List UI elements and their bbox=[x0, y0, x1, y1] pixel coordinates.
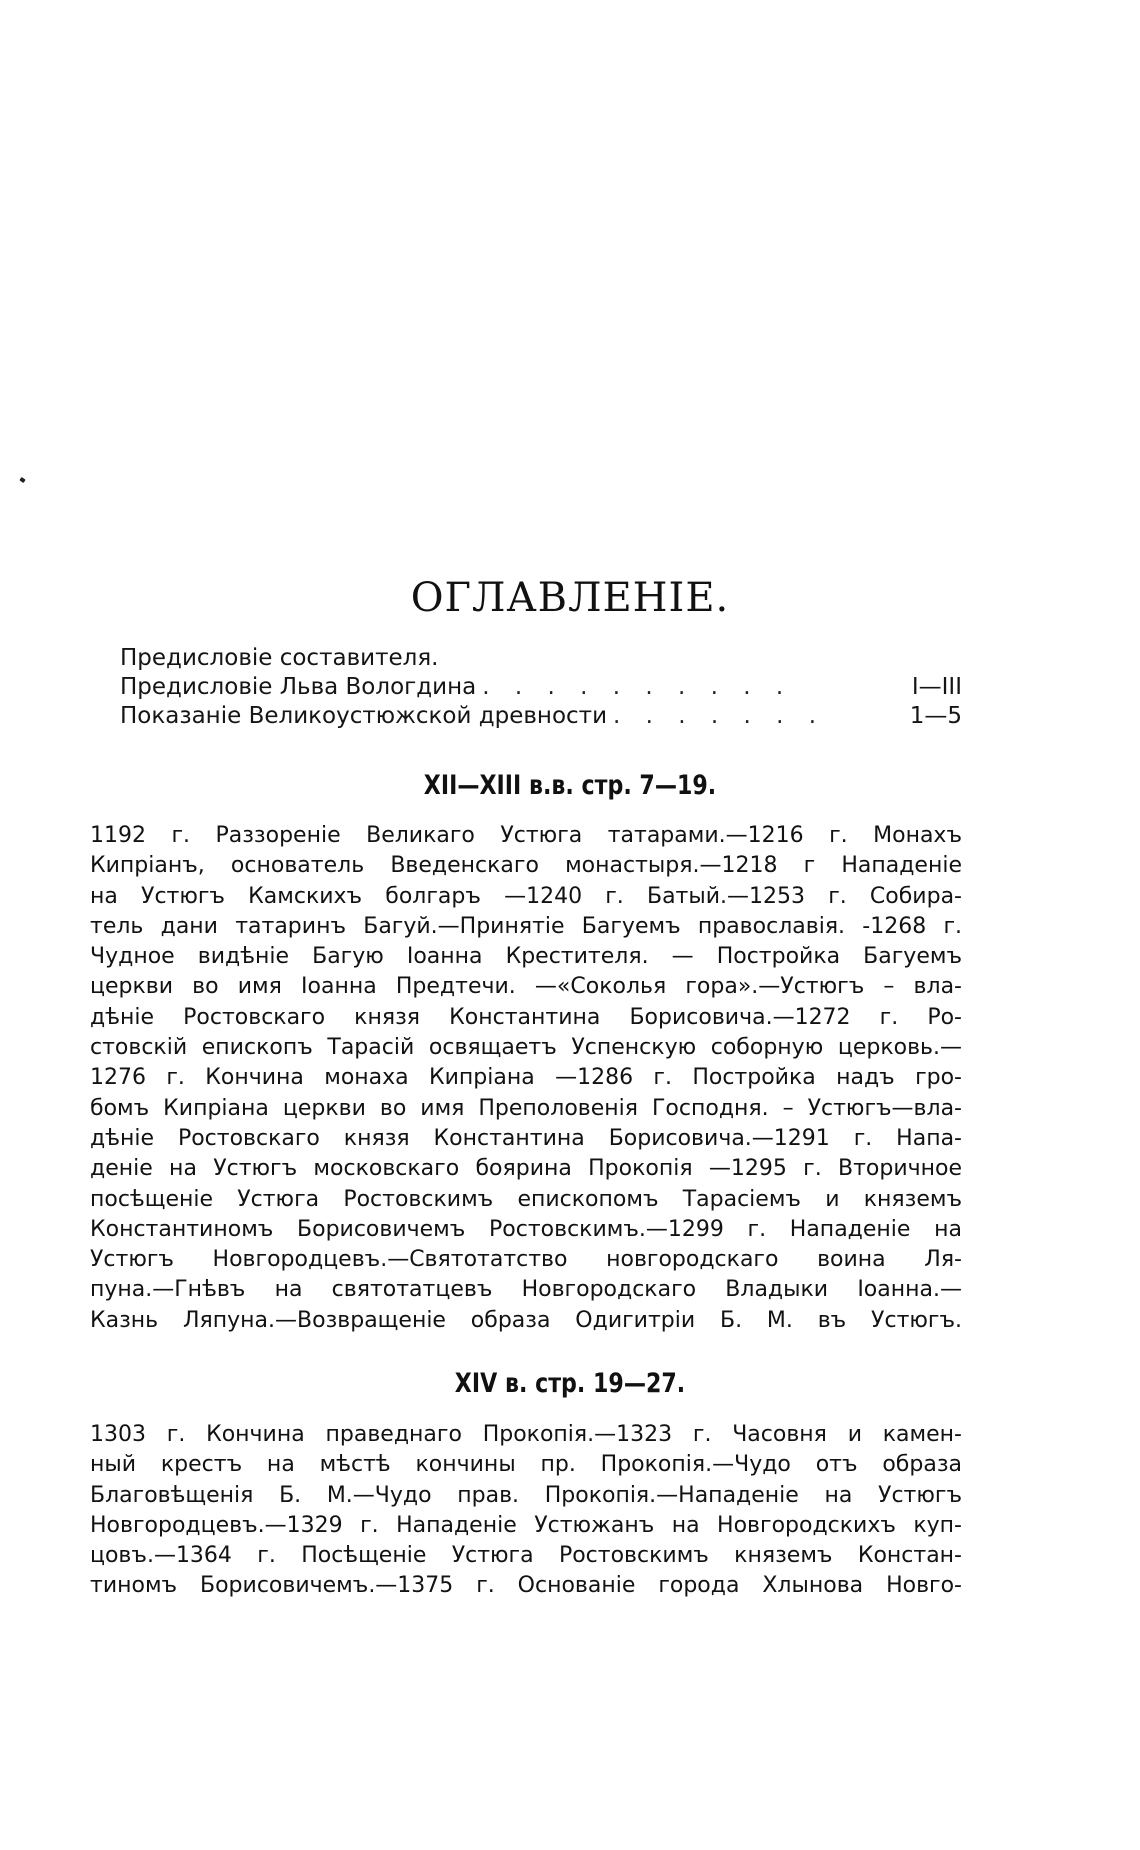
text-line: Казнь Ляпуна.—Возвращеніе образа Одигитріи Б. М. въ Устюгъ. bbox=[90, 1307, 962, 1333]
text-line: посѣщеніе Устюга Ростовскимъ епископомъ Тарасіемъ и княземъ bbox=[90, 1186, 962, 1212]
toc-entry bbox=[120, 703, 962, 732]
toc-entry bbox=[120, 674, 962, 703]
toc-list bbox=[120, 645, 962, 732]
text-line: стовскій епископъ Тарасій освящаетъ Успенскую соборную церковь.— bbox=[90, 1035, 962, 1061]
text-line: дѣніе Ростовскаго князя Константина Борисовича.—1291 г. Напа- bbox=[90, 1125, 962, 1151]
toc-entry-label: Показаніе Великоустюжской древности bbox=[120, 703, 608, 729]
ink-speck bbox=[19, 477, 25, 483]
text-line: тиномъ Борисовичемъ.—1375 г. Основаніе города Хлынова Новго- bbox=[90, 1573, 962, 1599]
text-line: Константиномъ Борисовичемъ Ростовскимъ.—1299 г. Нападеніе на bbox=[90, 1216, 962, 1242]
text-line: бомъ Кипріана церкви во имя Преполовенія Господня. – Устюгъ—вла- bbox=[90, 1095, 962, 1121]
toc-entry-label: Предисловіе составителя. bbox=[120, 645, 439, 671]
text-line: Чудное видѣніе Багую Іоанна Крестителя. — Постройка Багуемъ bbox=[90, 944, 962, 970]
text-line: Благовѣщенія Б. М.—Чудо прав. Прокопія.—Нападеніе на Устюгъ bbox=[90, 1482, 962, 1508]
section-body-xiv bbox=[90, 1420, 962, 1602]
toc-entry bbox=[120, 645, 962, 674]
text-line: церкви во имя Іоанна Предтечи. —«Соколья гора».—Устюгъ – вла- bbox=[90, 974, 962, 1000]
text-line: 1276 г. Кончина монаха Кипріана —1286 г. Постройка надъ гро- bbox=[90, 1065, 962, 1091]
toc-leader-dots: . . . . . . . bbox=[613, 703, 826, 729]
toc-leader-dots: . . . . . . . . . . bbox=[482, 674, 793, 700]
toc-entry-label: Предисловіе Льва Вологдина bbox=[120, 674, 477, 700]
text-line: деніе на Устюгъ московскаго боярина Прокопія —1295 г. Вторичное bbox=[90, 1156, 962, 1182]
text-line: дѣніе Ростовскаго князя Константина Борисовича.—1272 г. Ро- bbox=[90, 1004, 962, 1030]
text-line: цовъ.—1364 г. Посѣщеніе Устюга Ростовскимъ княземъ Констан- bbox=[90, 1543, 962, 1569]
text-line: пуна.—Гнѣвъ на святотатцевъ Новгородскаго Владыки Іоанна.— bbox=[90, 1277, 962, 1303]
text-line: Новгородцевъ.—1329 г. Нападеніе Устюжанъ на Новгородскихъ куп- bbox=[90, 1512, 962, 1538]
section-body-xii-xiii bbox=[90, 821, 962, 1336]
text-line: ный крестъ на мѣстѣ кончины пр. Прокопія.—Чудо отъ образа bbox=[90, 1452, 962, 1478]
text-line: тель дани татаринъ Багуй.—Принятіе Багуемъ православія. -1268 г. bbox=[90, 913, 962, 939]
text-line: Устюгъ Новгородцевъ.—Святотатство новгородскаго воина Ля- bbox=[90, 1247, 962, 1273]
toc-entry-pages: I—III bbox=[911, 674, 962, 700]
text-line: 1192 г. Раззореніе Великаго Устюга татарами.—1216 г. Монахъ bbox=[90, 823, 962, 848]
text-line: 1303 г. Кончина праведнаго Прокопія.—1323 г. Часовня и камен- bbox=[90, 1422, 962, 1447]
section-heading-xii-xiii: XII—XIII в.в. стр. 7—19. bbox=[423, 770, 717, 801]
text-line: на Устюгъ Камскихъ болгаръ —1240 г. Батый.—1253 г. Собира- bbox=[90, 883, 962, 909]
section-heading-xiv: XIV в. стр. 19—27. bbox=[454, 1368, 686, 1399]
toc-entry-pages: 1—5 bbox=[909, 703, 962, 729]
page-title: ОГЛАВЛЕНIЕ. bbox=[410, 575, 730, 621]
text-line: Кипріанъ, основатель Введенскаго монастыря.—1218 г Нападеніе bbox=[90, 853, 962, 879]
